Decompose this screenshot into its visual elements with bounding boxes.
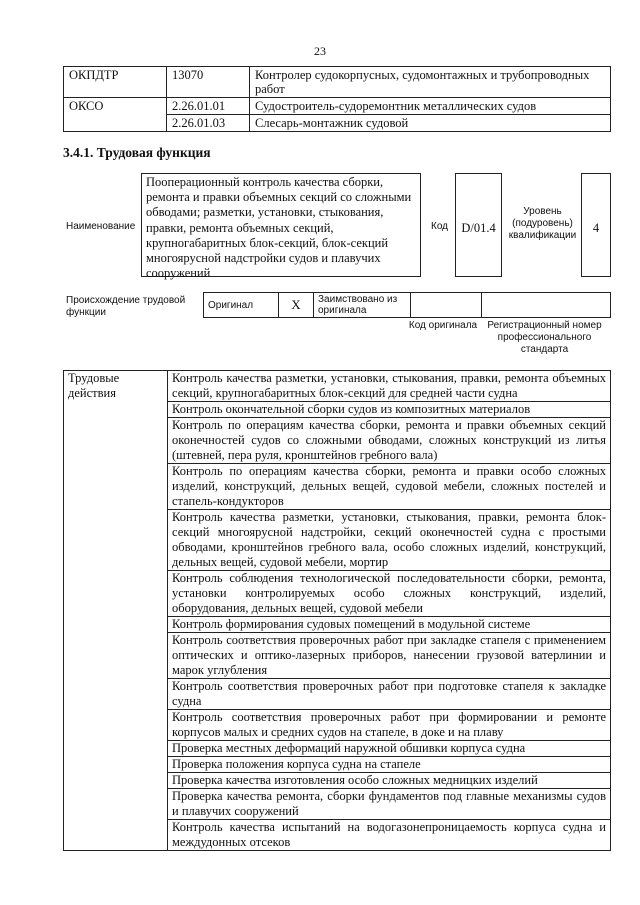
page-number: 23 <box>314 44 326 58</box>
code-title: Слесарь-монтажник судовой <box>250 115 611 132</box>
function-name-box: Пооперационный контроль качества сборки, ремонта и правки объемных секций со сложными обводами; разметки, установки, стыкования, правки, ремонта объемных секций, крупногабаритных блок-секций, блок-секций многоярусной надстройки судов и плавучих сооружений <box>141 173 421 277</box>
function-code-value: D/01.4 <box>461 221 496 235</box>
origin-label: Происхождение трудовой функции <box>66 295 186 318</box>
labor-action-item: Проверка качества изготовления особо сложных медницких изделий <box>168 773 611 789</box>
labor-action-item: Контроль качества разметки, установки, стыкования, правки, ремонта блок-секций многоярусной надстройки, секций оконечностей судна с простыми обводами, кронштейнов гребного вала, особо сложных изделий, конструкций, дельных вещей, судовой мебели, мортир <box>168 510 611 571</box>
qualification-level-label: Уровень (подуровень) квалификации <box>508 206 577 241</box>
labor-action-item: Контроль по операциям качества сборки, ремонта и правки объемных секций оконечностей судов со сложными обводами, сложных конструкций из литья (штевней, пера руля, кронштейнов гребного вала) <box>168 418 611 464</box>
labor-action-item: Проверка положения корпуса судна на стапеле <box>168 757 611 773</box>
classification-codes-table <box>63 66 611 132</box>
table-row <box>64 98 611 115</box>
table-row <box>64 67 611 98</box>
section-title: 3.4.1. Трудовая функция <box>63 145 211 160</box>
original-code-cell <box>411 293 482 318</box>
labor-action-item: Контроль качества разметки, установки, стыкования, правки, ремонта объемных секций, крупногабаритных блок-секций для средней части судна <box>168 371 611 402</box>
function-code-box <box>455 173 502 277</box>
original-label: Оригинал <box>204 293 279 318</box>
origin-table <box>203 292 611 318</box>
code-system: ОКСО <box>64 98 167 132</box>
registration-number-caption: Регистрационный номер профессионального стандарта <box>487 320 602 355</box>
labor-action-item: Контроль соответствия проверочных работ при закладке стапеля с применением оптических и оптико-лазерных приборов, нанесении грузовой ватерлинии и марок углубления <box>168 633 611 679</box>
labor-action-item: Контроль соблюдения технологической последовательности сборки, ремонта, установки контролируемых особо сложных конструкций, изделий, оборудования, дельных вещей, судовой мебели <box>168 571 611 617</box>
code-value: 13070 <box>167 67 250 98</box>
table-row <box>204 293 611 318</box>
code-value: 2.26.01.03 <box>167 115 250 132</box>
function-code-label: Код <box>431 221 449 232</box>
labor-action-item: Проверка местных деформаций наружной обшивки корпуса судна <box>168 741 611 757</box>
borrowed-label: Заимствовано из оригинала <box>314 293 411 318</box>
labor-action-item: Контроль соответствия проверочных работ при формировании и ремонте корпусов малых и средних судов на стапеле, в доке и на плаву <box>168 710 611 741</box>
qualification-level-value: 4 <box>592 221 600 235</box>
original-mark: X <box>279 293 314 318</box>
labor-action-item: Контроль качества испытаний на водогазонепроницаемость корпуса судна и междудонных отсеков <box>168 820 611 851</box>
table-row <box>64 371 611 402</box>
registration-number-cell <box>482 293 611 318</box>
labor-action-item: Проверка качества ремонта, сборки фундаментов под главные механизмы судов и плавучих сооружений <box>168 789 611 820</box>
code-value: 2.26.01.01 <box>167 98 250 115</box>
code-system: ОКПДТР <box>64 67 167 98</box>
labor-action-item: Контроль формирования судовых помещений в модульной системе <box>168 617 611 633</box>
function-name-label: Наименование <box>66 221 136 232</box>
labor-actions-table <box>63 370 611 851</box>
code-title: Судостроитель-судоремонтник металлических судов <box>250 98 611 115</box>
labor-action-item: Контроль по операциям качества сборки, ремонта и правки особо сложных изделий, конструкций, дельных вещей, судовой мебели, сложных постелей и стапель-кондукторов <box>168 464 611 510</box>
labor-action-item: Контроль окончательной сборки судов из композитных материалов <box>168 402 611 418</box>
labor-actions-label: Трудовые действия <box>64 371 168 851</box>
labor-action-item: Контроль соответствия проверочных работ при подготовке стапеля к закладке судна <box>168 679 611 710</box>
qualification-level-box <box>581 173 611 277</box>
code-title: Контролер судокорпусных, судомонтажных и трубопроводных работ <box>250 67 611 98</box>
original-code-caption: Код оригинала <box>408 320 478 331</box>
